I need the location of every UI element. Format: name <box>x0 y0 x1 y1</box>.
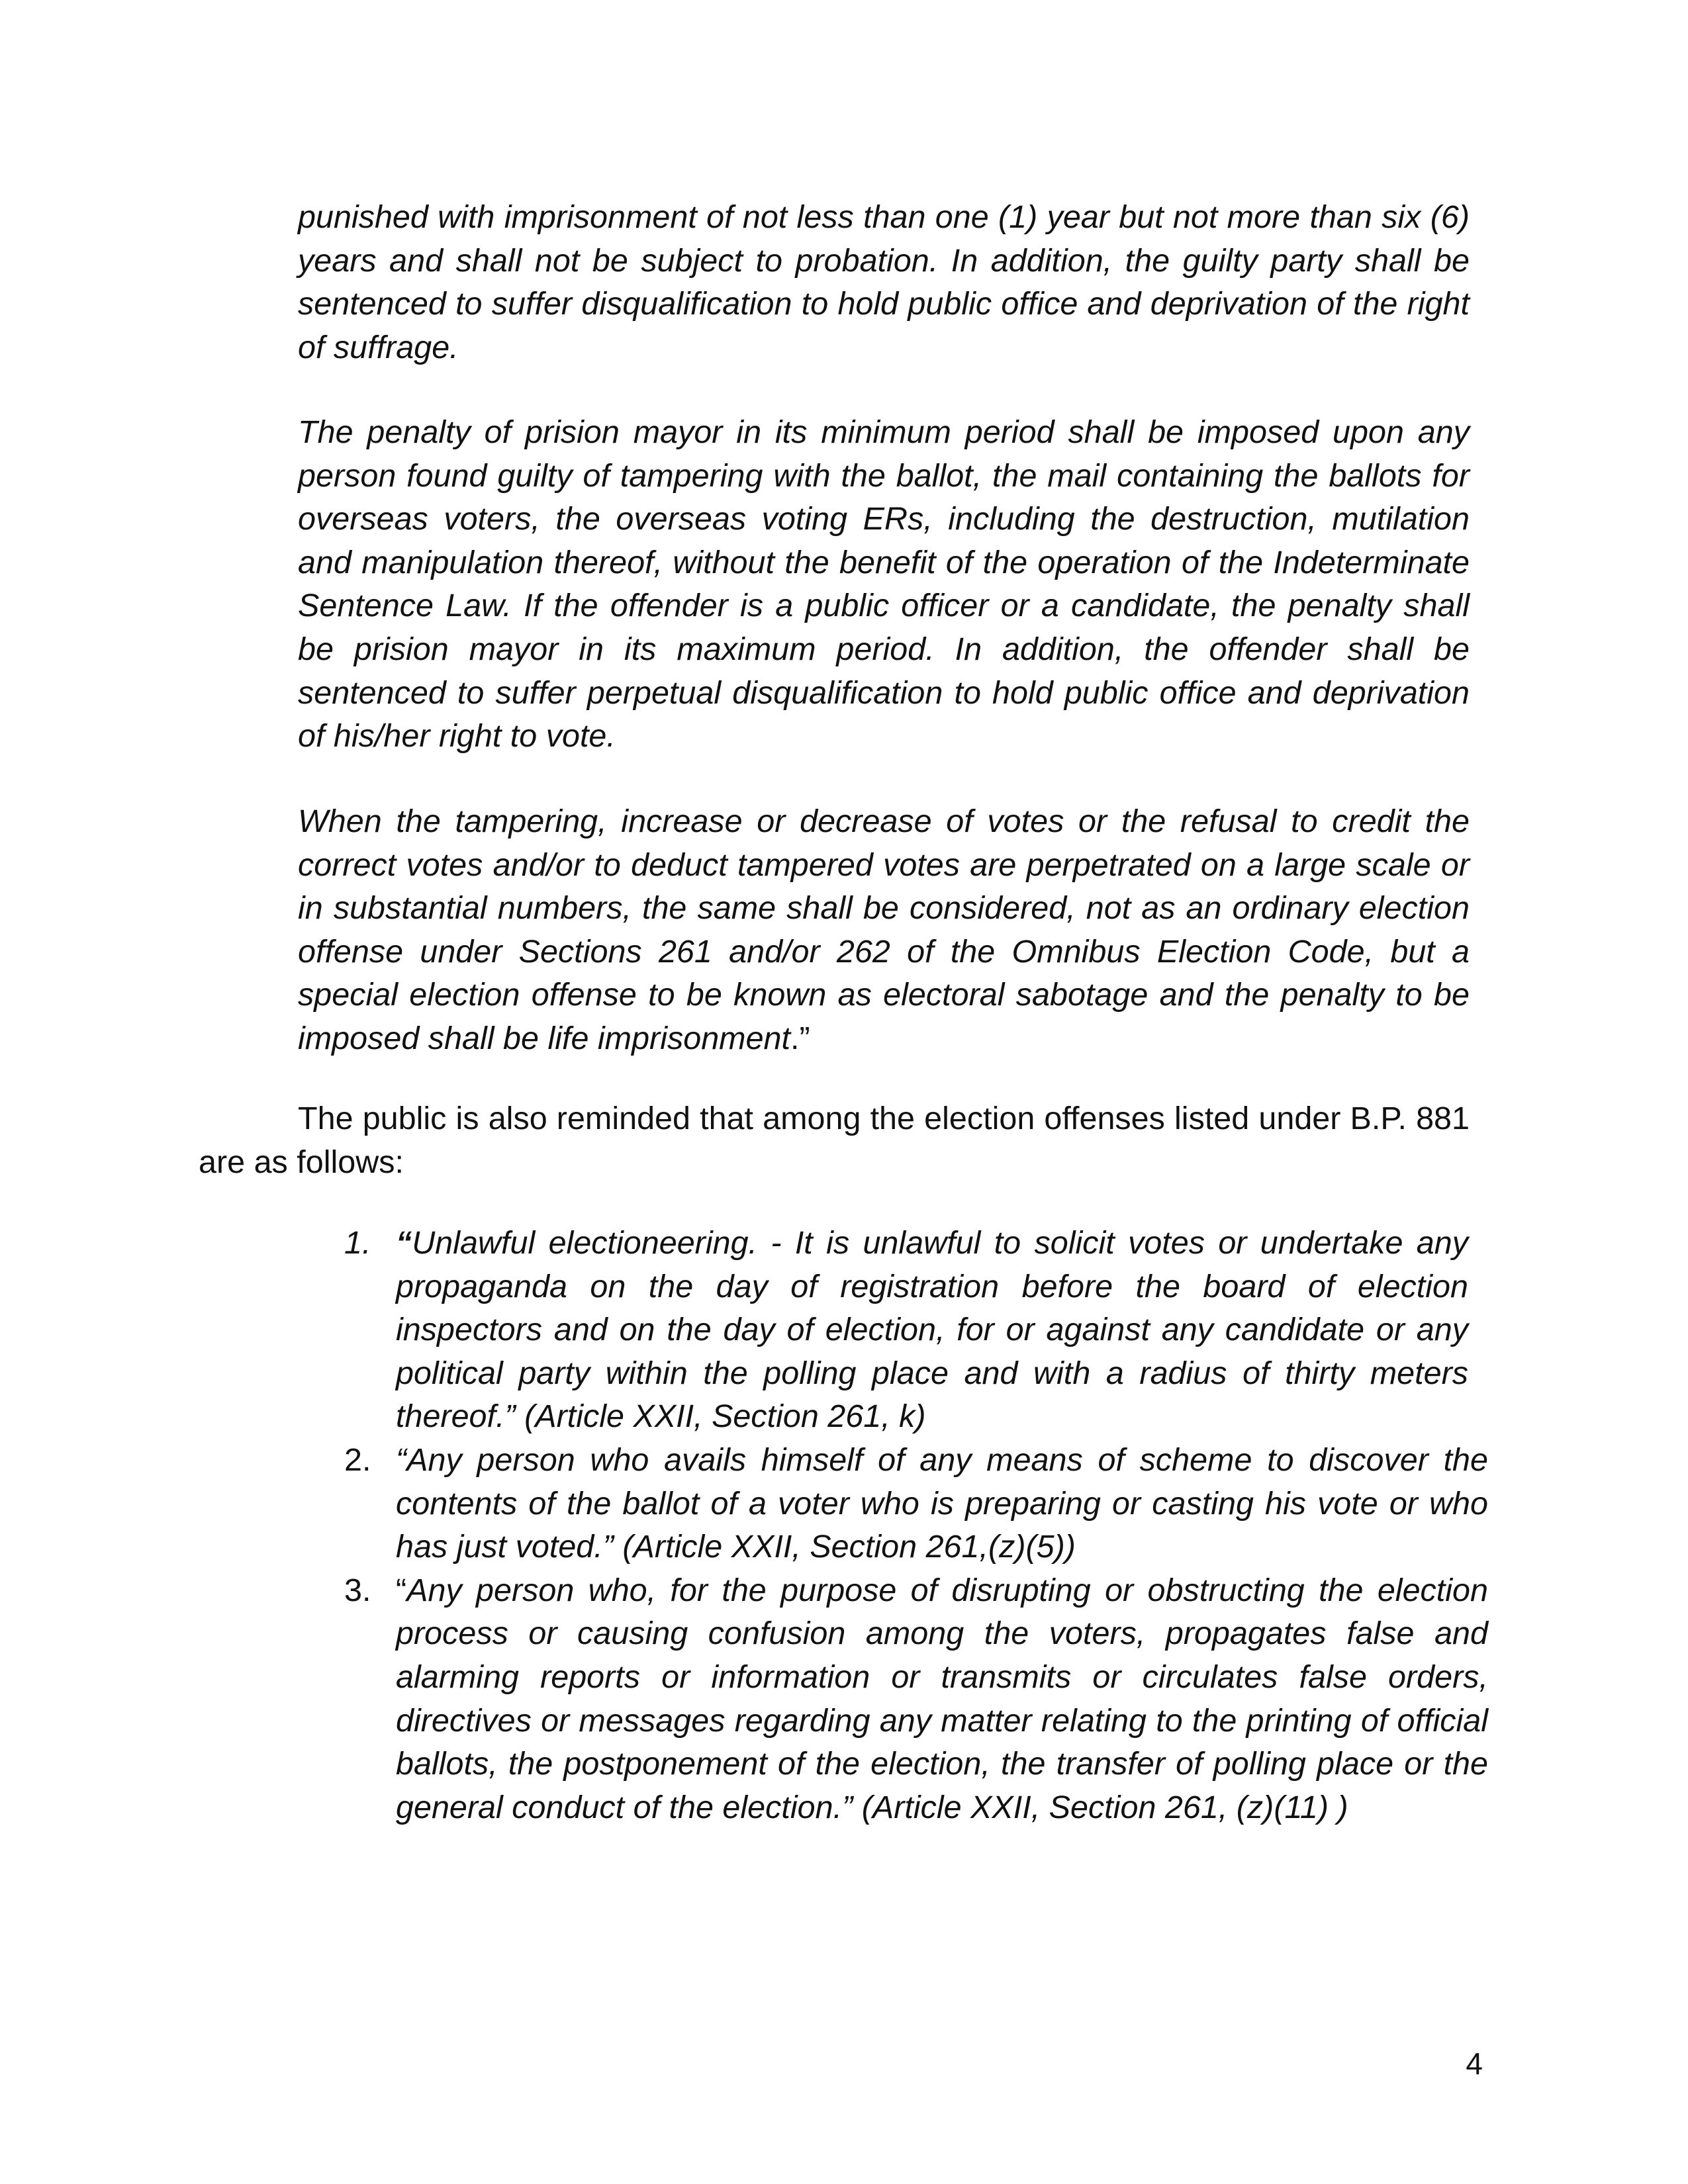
page-number: 4 <box>1466 2046 1483 2081</box>
quoted-paragraph-prision-mayor: The penalty of prision mayor in its minimum period shall be imposed upon any person found guilty of tampering with the ballot, the mail containing the ballots for overseas voters, the overseas voting ERs, including the destruction, mutilation and manipulation thereof, without the benefit of the operation of the Indeterminate Sentence Law. If the offender is a public officer or a candidate, the penalty shall be prision mayor in its maximum period. In addition, the offender shall be sentenced to suffer perpetual disqualification to hold public office and deprivation of his/her right to vote. <box>298 414 1470 754</box>
list-item <box>344 1569 1488 1830</box>
opening-quote-mark: “ <box>396 1225 412 1261</box>
quoted-paragraph-penalty-imprisonment: punished with imprisonment of not less than one (1) year but not more than six (6) years and shall not be subject to probation. In addition, the guilty party shall be sentenced to suffer disqualification to hold public office and deprivation of the right of suffrage. <box>298 199 1470 365</box>
list-item-text <box>396 1225 1468 1434</box>
offense-text-ballot-secrecy: “Any person who avails himself of any means of scheme to discover the contents of the ballot of a voter who is preparing or casting his vote or who has just voted.” (Article XXII, Section 261,(z)(5)) <box>396 1441 1488 1565</box>
election-offenses-list <box>344 1222 1488 1829</box>
list-item <box>344 1222 1468 1439</box>
list-item <box>344 1439 1488 1569</box>
offense-text-false-reports: Any person who, for the purpose of disrupting or obstructing the election process or causing confusion among the voters, propagates false and alarming reports or information or transmits or circulates false orders, directives or messages regarding any matter relating to the printing of official ballots, the postponement of the election, the transfer of polling place or the general conduct of the election.” (Article XXII, Section 261, (z)(11) ) <box>396 1572 1488 1825</box>
list-item-text <box>396 1572 1488 1825</box>
electoral-sabotage-text: When the tampering, increase or decrease of votes or the refusal to credit the correct votes and/or to deduct tampered votes are perpetrated on a large scale or in substantial numbers, the same shall be considered, not as an ordinary election offense under Sections 261 and/or 262 of the Omnibus Election Code, but a special election offense to be known as electoral sabotage and the penalty to be imposed shall be life imprisonment <box>298 803 1470 1056</box>
list-item-number: 3. <box>344 1572 371 1608</box>
reminder-paragraph: The public is also reminded that among the election offenses listed under B.P. 881 are as follows: <box>199 1101 1470 1180</box>
offense-text-unlawful-electioneering: Unlawful electioneering. - It is unlawful to solicit votes or undertake any propaganda on the day of registration before the board of election inspectors and on the day of election, for or against any candidate or any political party within the polling place and with a radius of thirty meters thereof.” (Article XXII, Section 261, k) <box>396 1225 1468 1435</box>
closing-quote-mark: .” <box>790 1020 810 1056</box>
opening-quote-mark: “ <box>396 1572 407 1608</box>
quoted-paragraph-electoral-sabotage <box>298 800 1470 1061</box>
list-item-number: 2. <box>344 1441 371 1478</box>
list-item-number: 1. <box>344 1225 371 1261</box>
